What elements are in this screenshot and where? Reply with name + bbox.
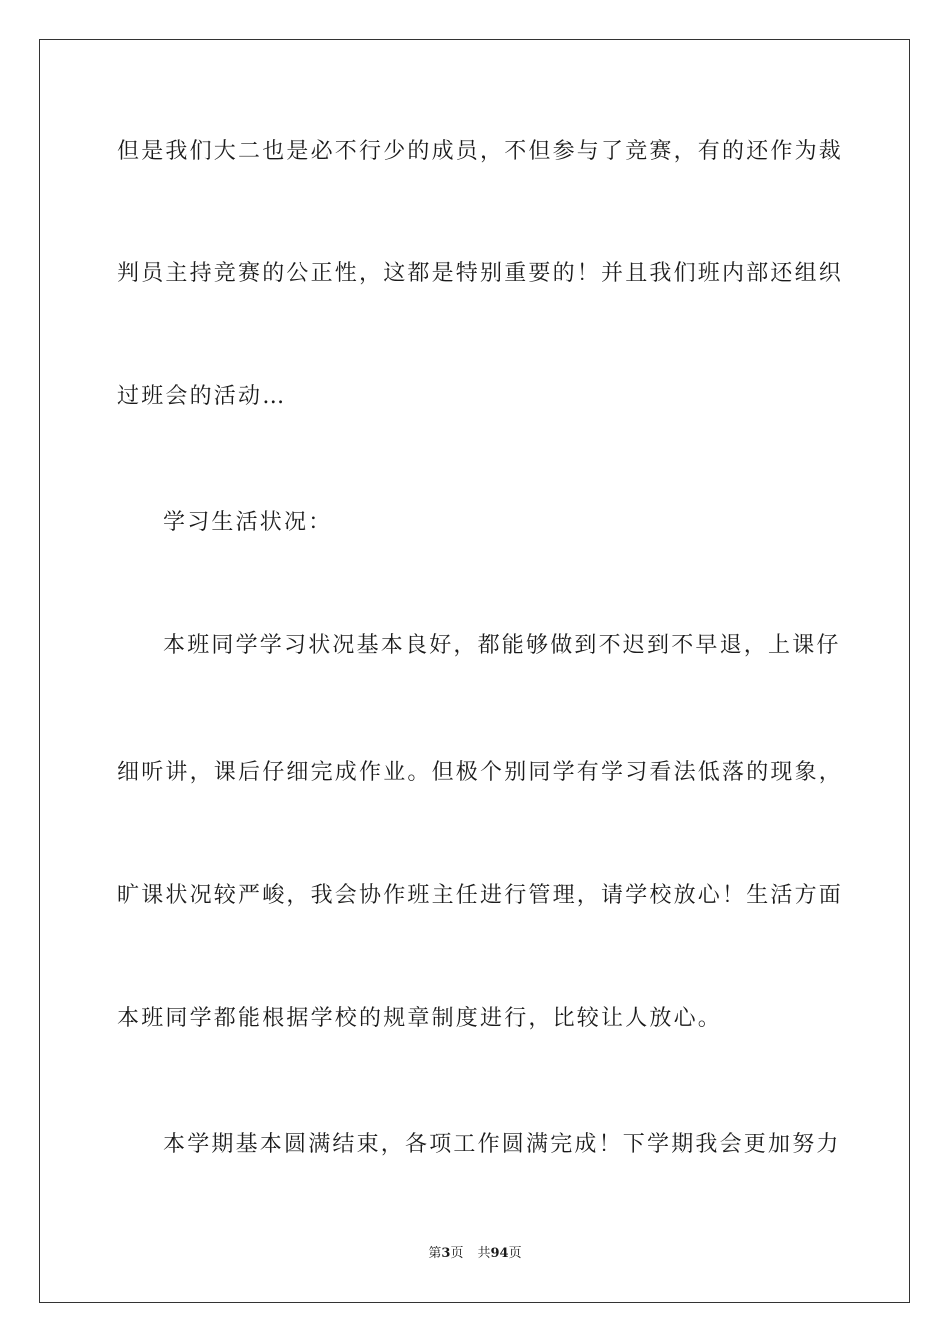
body-text-line: 细听讲，课后仔细完成作业。但极个别同学有学习看法低落的现象， <box>117 760 844 785</box>
page-border <box>39 39 910 1303</box>
section-heading: 学习生活状况： <box>163 510 333 535</box>
body-text-line: 但是我们大二也是必不行少的成员，不但参与了竞赛，有的还作为裁 <box>117 139 844 164</box>
total-suffix: 页 <box>508 1246 522 1261</box>
body-text-line: 过班会的活动… <box>117 384 287 409</box>
page-suffix: 页 <box>450 1246 464 1261</box>
body-text-line: 本班同学学习状况基本良好，都能够做到不迟到不早退，上课仔 <box>163 633 841 658</box>
total-pages: 94 <box>490 1246 509 1261</box>
page-number: 3 <box>441 1246 451 1261</box>
body-text-line: 本班同学都能根据学校的规章制度进行，比较让人放心。 <box>117 1006 723 1031</box>
total-prefix: 共 <box>477 1246 491 1261</box>
body-text-line: 旷课状况较严峻，我会协作班主任进行管理，请学校放心！生活方面 <box>117 883 844 908</box>
body-text-line: 本学期基本圆满结束，各项工作圆满完成！下学期我会更加努力 <box>163 1132 841 1157</box>
page-prefix: 第 <box>428 1246 442 1261</box>
body-text-line: 判员主持竞赛的公正性，这都是特别重要的！并且我们班内部还组织 <box>117 261 844 286</box>
page-footer <box>0 1245 950 1263</box>
